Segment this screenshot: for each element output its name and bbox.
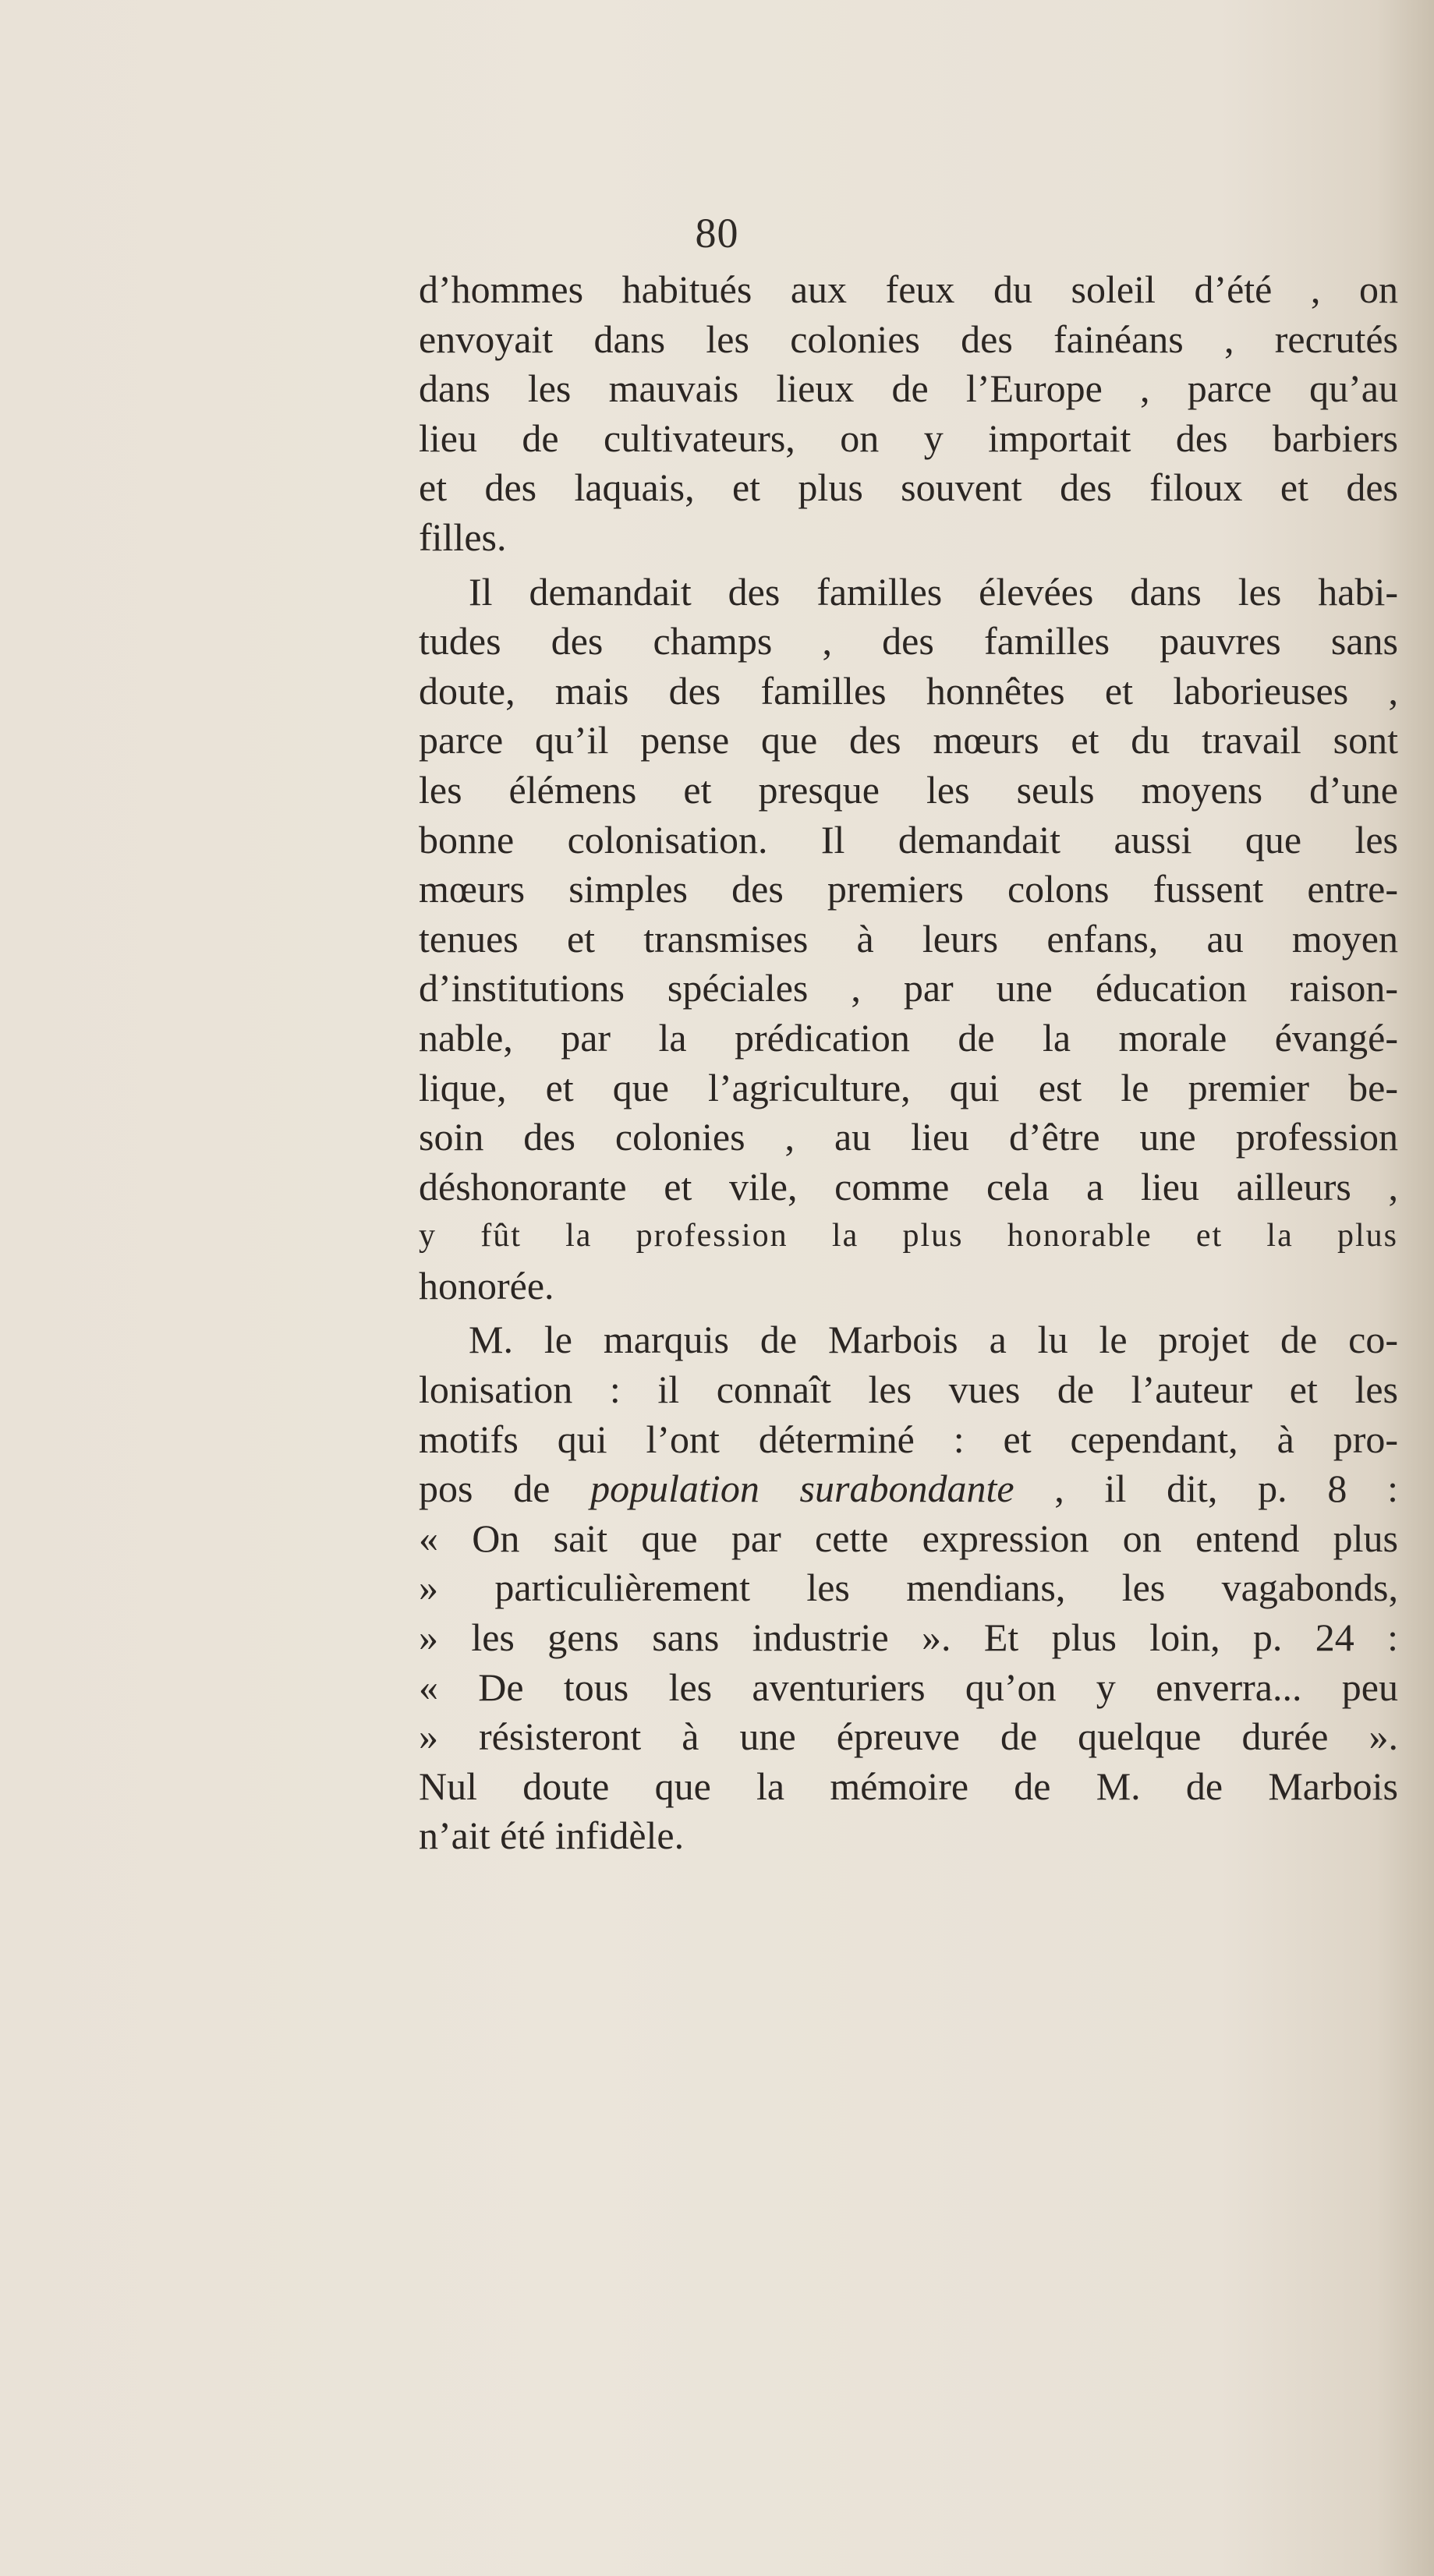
paragraph-1 bbox=[419, 265, 1398, 563]
quote-line: » résisteront à une épreuve de quelque durée ». bbox=[419, 1714, 1398, 1759]
text-line: dans les mauvais lieux de l’Europe , parce qu’au bbox=[419, 366, 1398, 411]
text-fragment: pos de bbox=[419, 1467, 591, 1511]
paragraph-3 bbox=[419, 1315, 1398, 1861]
quote-line: » les gens sans industrie ». Et plus loin, p. 24 : bbox=[419, 1615, 1398, 1660]
text-line: M. le marquis de Marbois a lu le projet de co- bbox=[469, 1318, 1398, 1362]
text-line: lonisation : il connaît les vues de l’auteur et les bbox=[419, 1368, 1398, 1412]
text-line: et des laquais, et plus souvent des filoux et des bbox=[419, 465, 1398, 510]
body-text bbox=[419, 265, 1398, 1861]
page-number: 80 bbox=[695, 210, 739, 257]
paragraph-2 bbox=[419, 568, 1398, 1311]
text-line: honorée. bbox=[419, 1263, 554, 1307]
text-line: tudes des champs , des familles pauvres sans bbox=[419, 619, 1398, 663]
quote-line: « On sait que par cette expression on entend plus bbox=[419, 1516, 1398, 1560]
italic-phrase: population surabondante bbox=[590, 1467, 1014, 1511]
text-line: bonne colonisation. Il demandait aussi que les bbox=[419, 817, 1398, 862]
text-line: filles. bbox=[419, 515, 507, 559]
text-fragment: , il dit, p. 8 : bbox=[1014, 1467, 1398, 1511]
text-line: soin des colonies , au lieu d’être une profession bbox=[419, 1115, 1398, 1159]
text-line: n’ait été infidèle. bbox=[419, 1813, 685, 1858]
text-line bbox=[419, 1464, 1398, 1514]
text-line: Il demandait des familles élevées dans les habi- bbox=[469, 569, 1398, 614]
text-line: d’hommes habitués aux feux du soleil d’été , on bbox=[419, 267, 1398, 311]
text-line: y fût la profession la plus honorable et la plus bbox=[419, 1218, 1398, 1254]
text-line: lique, et que l’agriculture, qui est le premier be- bbox=[419, 1065, 1398, 1109]
text-line: motifs qui l’ont déterminé : et cependant, à pro- bbox=[419, 1417, 1398, 1461]
text-line: tenues et transmises à leurs enfans, au moyen bbox=[419, 916, 1398, 961]
text-line: nable, par la prédication de la morale évangé- bbox=[419, 1015, 1398, 1060]
text-line: envoyait dans les colonies des fainéans , recrutés bbox=[419, 317, 1398, 361]
text-line: les élémens et presque les seuls moyens d’une bbox=[419, 767, 1398, 812]
quote-line: « De tous les aventuriers qu’on y enverra... peu bbox=[419, 1665, 1398, 1709]
text-line: doute, mais des familles honnêtes et laborieuses , bbox=[419, 668, 1398, 713]
text-line: parce qu’il pense que des mœurs et du travail sont bbox=[419, 718, 1398, 763]
text-line: Nul doute que la mémoire de M. de Marbois bbox=[419, 1764, 1398, 1808]
text-line: d’institutions spéciales , par une éducation raison- bbox=[419, 966, 1398, 1010]
quote-line: » particulièrement les mendians, les vagabonds, bbox=[419, 1566, 1398, 1610]
text-line: mœurs simples des premiers colons fussent entre- bbox=[419, 867, 1398, 911]
text-line: lieu de cultivateurs, on y importait des barbiers bbox=[419, 416, 1398, 460]
text-line: déshonorante et vile, comme cela a lieu ailleurs , bbox=[419, 1164, 1398, 1208]
